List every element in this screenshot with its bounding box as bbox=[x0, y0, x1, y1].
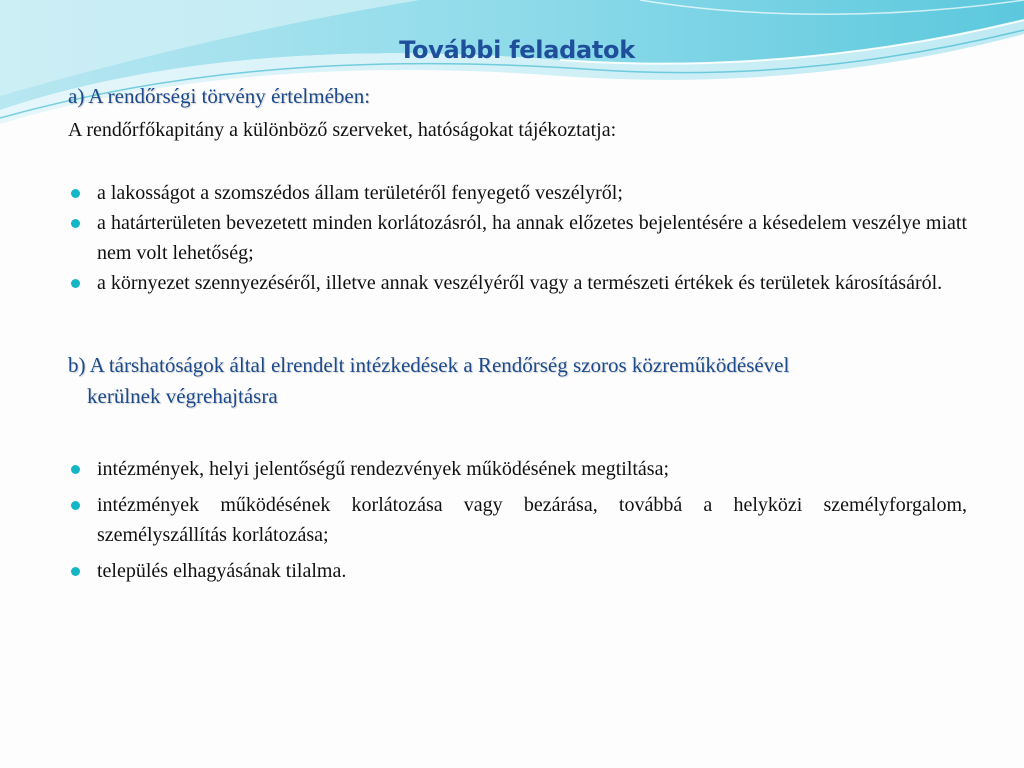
bullet-dot-icon bbox=[71, 465, 80, 474]
list-item-text: a lakosságot a szomszédos állam területéről fenyegető veszélyről; bbox=[97, 182, 623, 204]
bullet-dot-icon bbox=[71, 501, 80, 510]
bullet-dot-icon bbox=[71, 279, 80, 288]
slide-title: További feladatok bbox=[399, 36, 635, 64]
list-item-text: a környezet szennyezéséről, illetve annak veszélyéről vagy a természeti értékek és területek károsításáról. bbox=[97, 272, 943, 294]
section-a-bullet-list bbox=[68, 178, 967, 298]
list-item-text: intézmények, helyi jelentőségű rendezvények működésének megtiltása; bbox=[97, 458, 670, 480]
list-item-text: a határterületen bevezetett minden korlátozásról, ha annak előzetes bejelentésére a késedelem veszélye miatt nem volt lehetőség; bbox=[97, 212, 967, 264]
bullet-dot-icon bbox=[71, 189, 80, 198]
decorative-wave-header bbox=[0, 0, 1024, 130]
list-item bbox=[68, 268, 967, 298]
list-item-text: intézmények működésének korlátozása vagy bezárása, továbbá a helyközi személyforgalom, személyszállítás korlátozása; bbox=[97, 494, 967, 546]
bullet-dot-icon bbox=[71, 219, 80, 228]
list-item-text: település elhagyásának tilalma. bbox=[97, 560, 347, 582]
section-a-intro: A rendőrfőkapitány a különböző szerveket, hatóságokat tájékoztatja: bbox=[68, 119, 617, 141]
list-item bbox=[68, 454, 967, 484]
section-a-heading: a) A rendőrségi törvény értelmében: bbox=[68, 84, 371, 108]
list-item bbox=[68, 178, 967, 208]
section-b-heading bbox=[68, 350, 968, 412]
section-b-heading-line2: kerülnek végrehajtásra bbox=[87, 384, 278, 408]
list-item bbox=[68, 556, 967, 586]
section-b-bullet-list bbox=[68, 454, 967, 592]
list-item bbox=[68, 490, 967, 550]
bullet-dot-icon bbox=[71, 567, 80, 576]
section-b-heading-line1: b) A társhatóságok által elrendelt intézkedések a Rendőrség szoros közreműködésével bbox=[68, 353, 790, 377]
list-item bbox=[68, 208, 967, 268]
